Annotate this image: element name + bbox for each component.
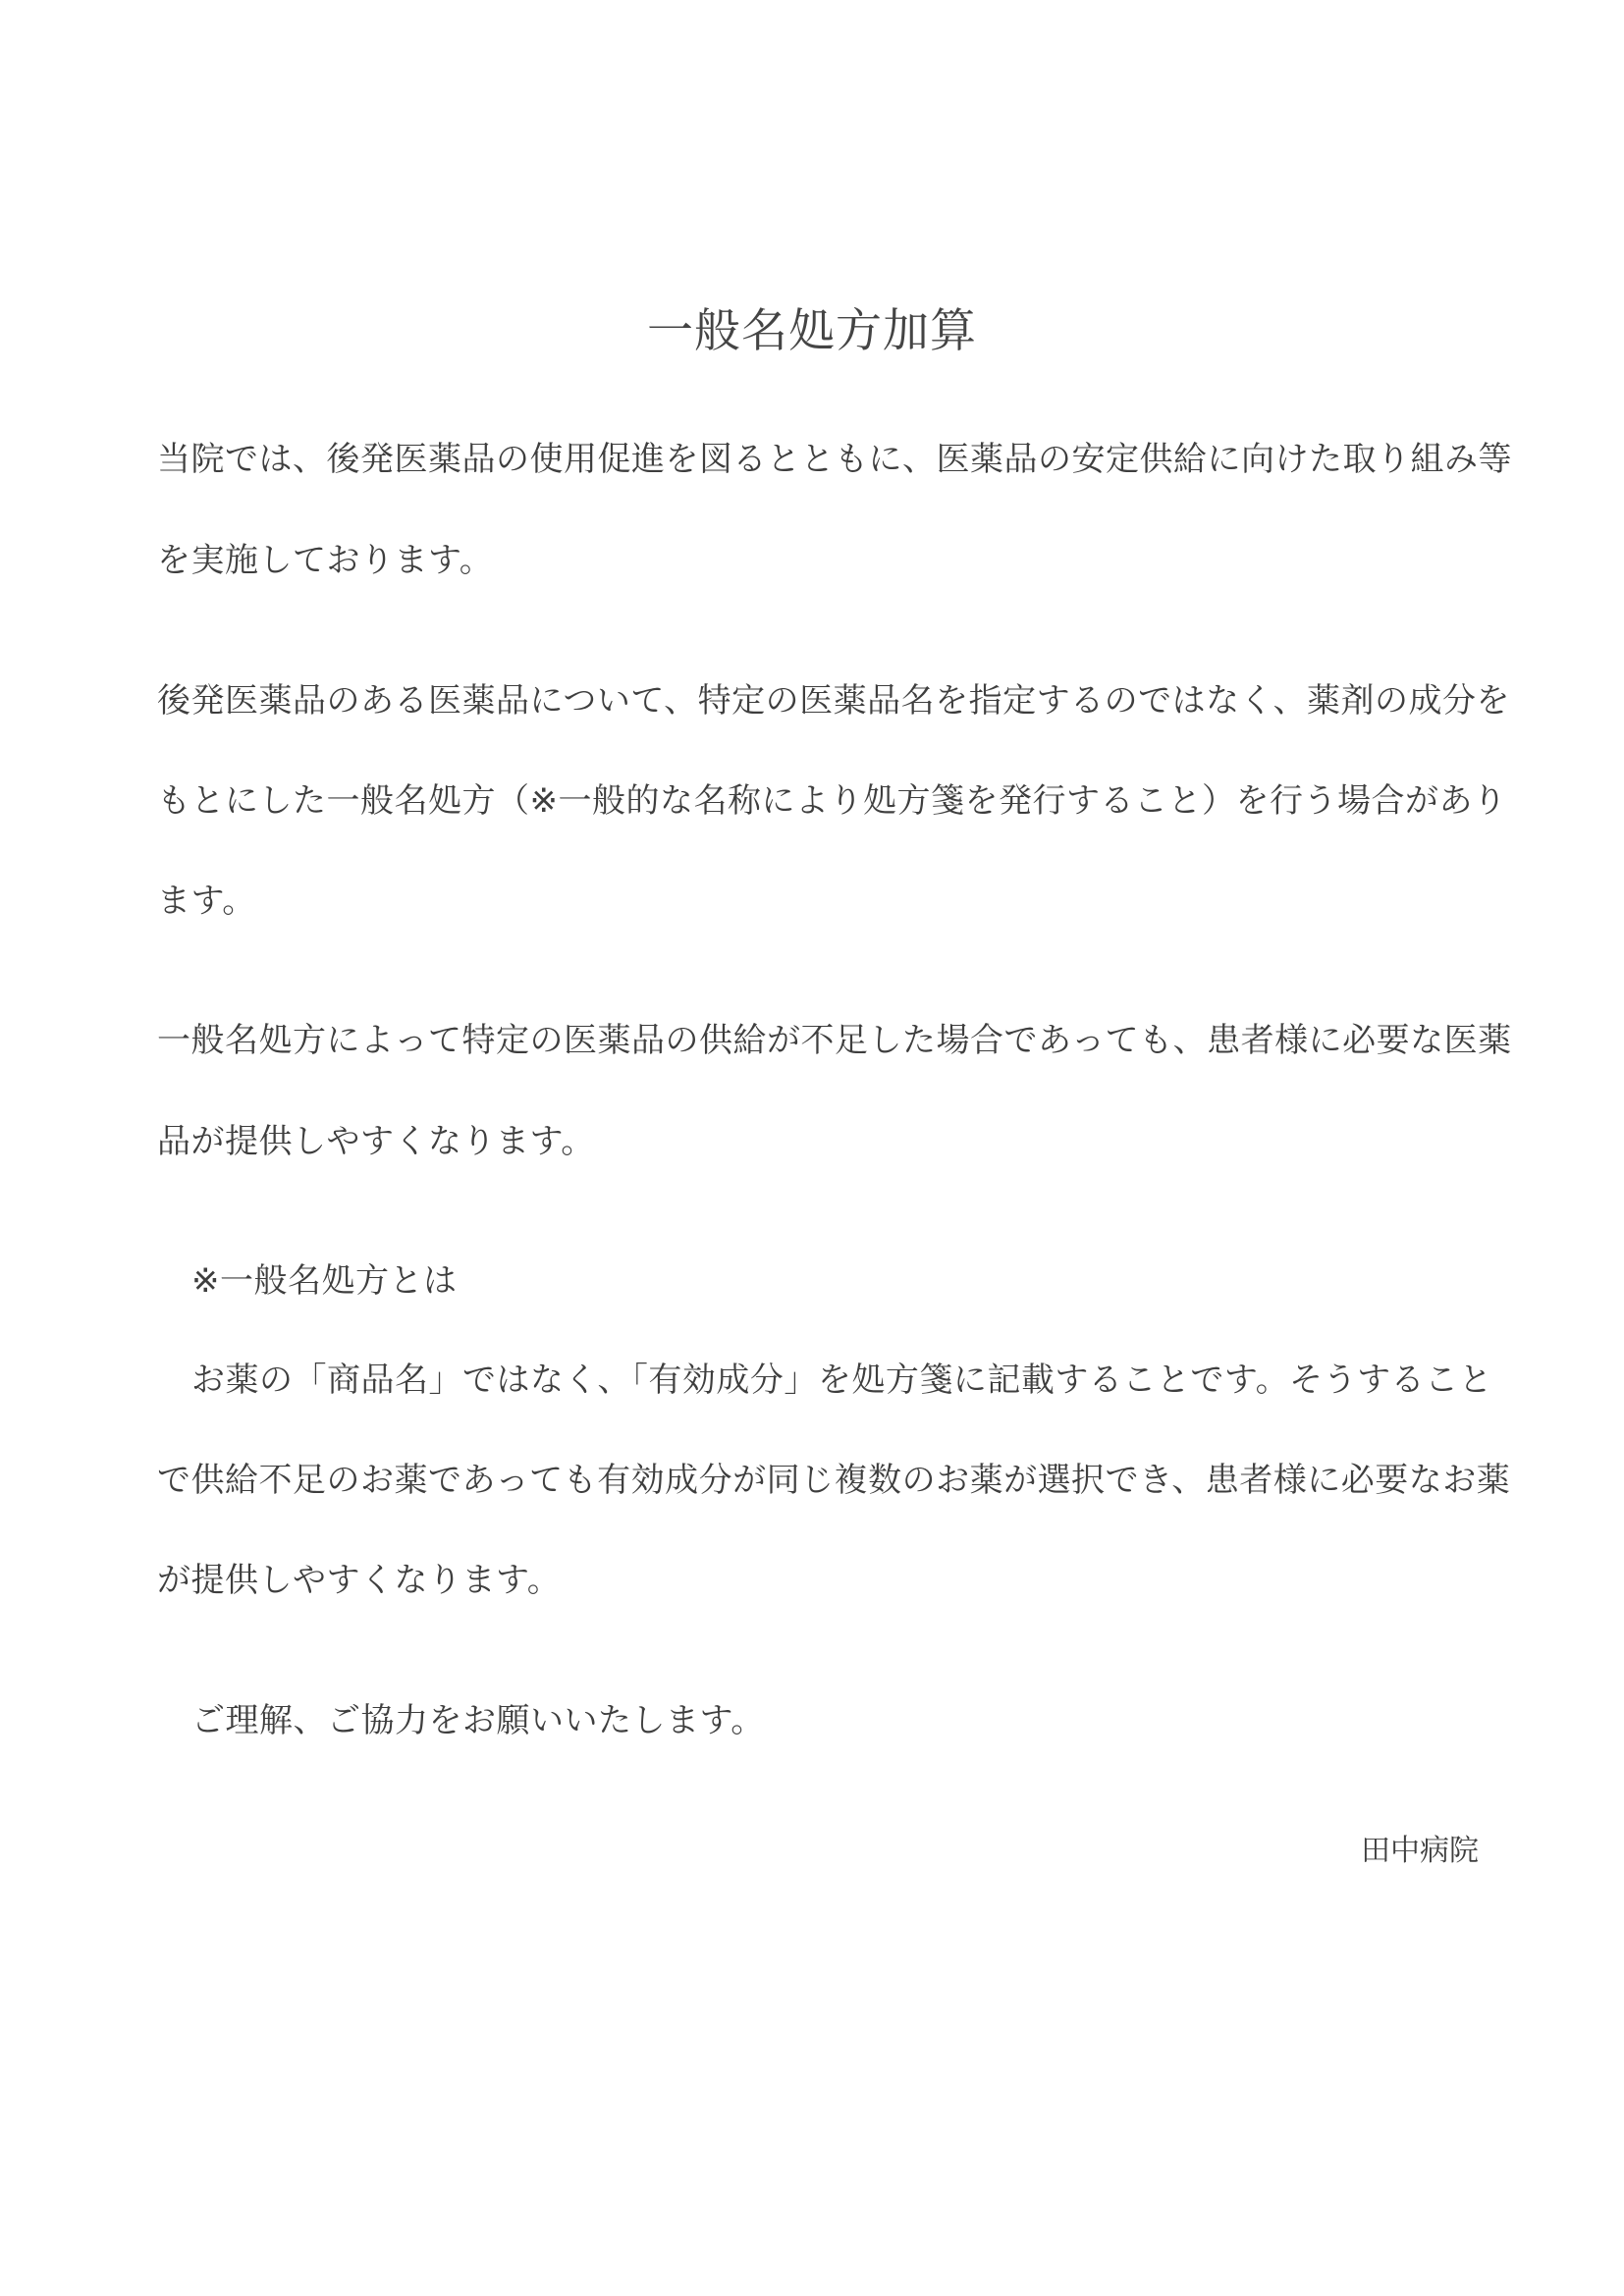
- paragraph-3-line-2: 品が提供しやすくなります。: [157, 1122, 595, 1161]
- closing-line: ご理解、ご協力をお願いいたします。: [191, 1701, 765, 1740]
- paragraph-4-line-1: お薬の「商品名」ではなく、「有効成分」を処方箋に記載することです。そうすること: [191, 1361, 1493, 1400]
- paragraph-1-line-2: を実施しております。: [157, 541, 494, 580]
- paragraph-2-line-2: もとにした一般名処方（※一般的な名称により処方箋を発行すること）を行う場合があり: [157, 781, 1507, 821]
- page-title: 一般名処方加算: [647, 304, 977, 358]
- signature: 田中病院: [1361, 1834, 1479, 1868]
- paragraph-2-line-3: ます。: [157, 881, 256, 921]
- paragraph-2-line-1: 後発医薬品のある医薬品について、特定の医薬品名を指定するのではなく、薬剤の成分を: [157, 681, 1510, 721]
- note-heading: ※一般名処方とは: [191, 1261, 458, 1301]
- paragraph-4-line-2: で供給不足のお薬であっても有効成分が同じ複数のお薬が選択でき、患者様に必要なお薬: [157, 1461, 1511, 1500]
- paragraph-3-line-1: 一般名処方によって特定の医薬品の供給が不足した場合であっても、患者様に必要な医薬: [157, 1021, 1512, 1060]
- paragraph-1-line-1: 当院では、後発医薬品の使用促進を図るとともに、医薬品の安定供給に向けた取り組み等: [157, 440, 1512, 479]
- paragraph-4-line-3: が提供しやすくなります。: [157, 1561, 562, 1600]
